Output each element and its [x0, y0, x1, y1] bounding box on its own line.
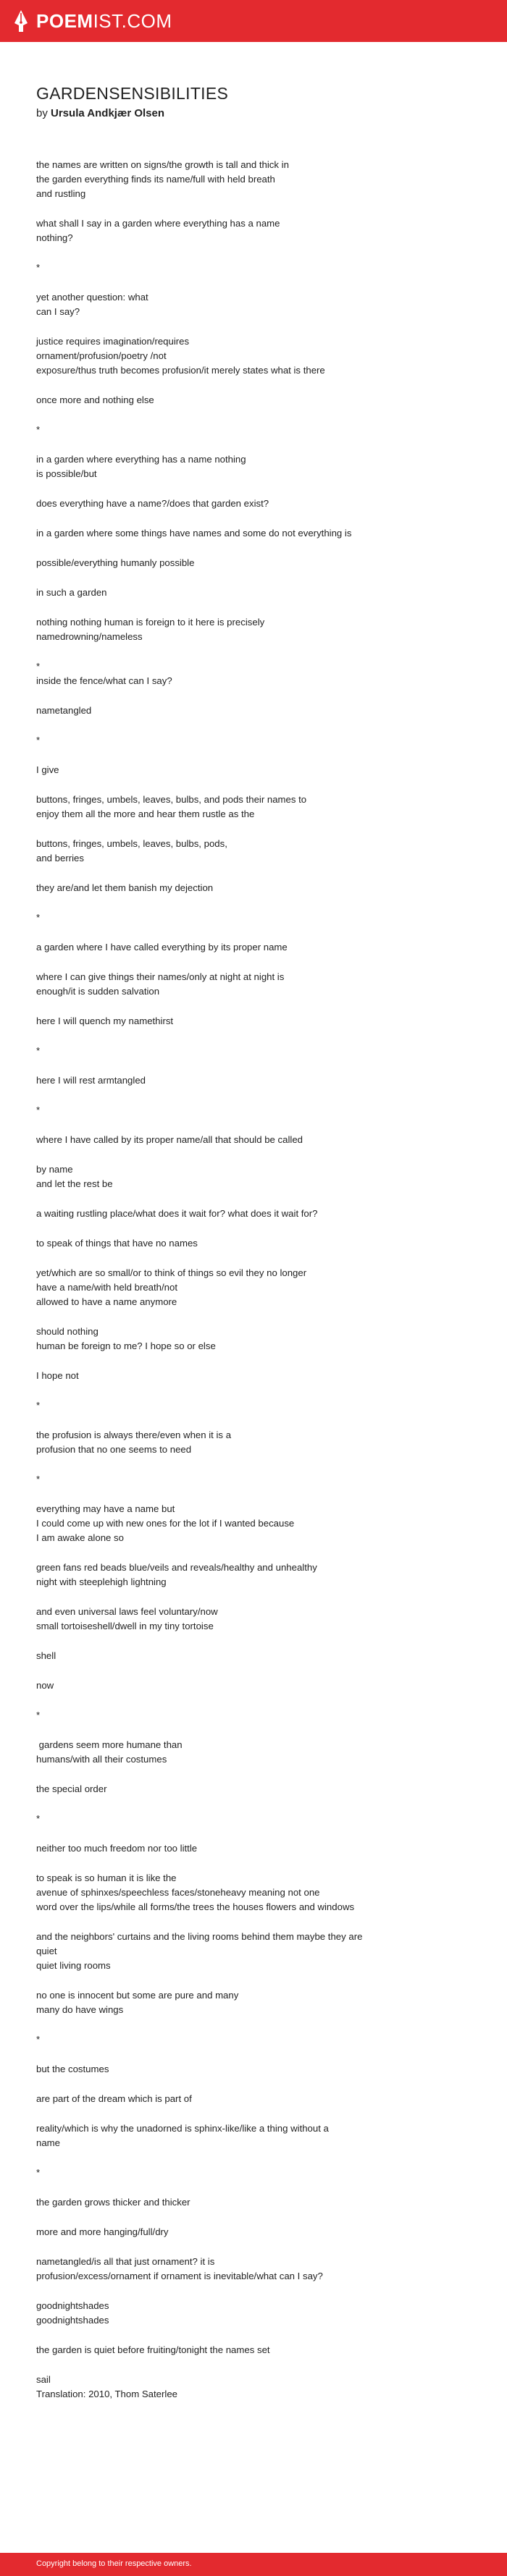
- poem-line: to speak is so human it is like the: [36, 1872, 177, 1883]
- poem-line: now: [36, 1680, 54, 1691]
- poem-line: name: [36, 2137, 60, 2148]
- poem-stanza: [36, 2373, 471, 2402]
- poem-stanza: [36, 556, 471, 570]
- poem-line: the garden everything finds its name/full with held breath: [36, 174, 275, 185]
- poem-stanza: [36, 793, 471, 822]
- poem-stanza: [36, 2343, 471, 2357]
- stanza-separator: *: [36, 1710, 41, 1720]
- poem-stanza: [36, 2032, 471, 2047]
- poem-stanza: [36, 1428, 471, 1457]
- poem-stanza: [36, 1133, 471, 1147]
- poem-stanza: [36, 423, 471, 437]
- poem-stanza: [36, 2092, 471, 2106]
- poem-line: the garden is quiet before fruiting/tonight the names set: [36, 2344, 270, 2355]
- poem-line: in a garden where some things have names and some do not everything is: [36, 528, 352, 539]
- poem-line: reality/which is why the unadorned is sphinx-like/like a thing without a: [36, 2123, 329, 2134]
- poem-line: where I have called by its proper name/all that should be called: [36, 1134, 303, 1145]
- poem-line: here I will quench my namethirst: [36, 1015, 174, 1026]
- author-link[interactable]: Ursula Andkjær Olsen: [51, 107, 165, 119]
- poem-stanza: [36, 2121, 471, 2150]
- poem-stanza: [36, 1014, 471, 1029]
- poem-stanza: [36, 1073, 471, 1088]
- poem-stanza: [36, 1649, 471, 1663]
- poem-line: they are/and let them banish my dejection: [36, 882, 214, 893]
- poem-stanza: [36, 261, 471, 275]
- poem-stanza: [36, 1236, 471, 1251]
- poem-line: buttons, fringes, umbels, leaves, bulbs, pods,: [36, 838, 227, 849]
- poem-line: I could come up with new ones for the lot if I wanted because: [36, 1518, 295, 1529]
- poem-line: is possible/but: [36, 468, 97, 479]
- poem-stanza: [36, 334, 471, 378]
- poem-body: [36, 158, 471, 2417]
- poem-line: no one is innocent but some are pure and many: [36, 1990, 239, 2001]
- poem-line: I give: [36, 764, 59, 775]
- byline-prefix: by: [36, 107, 48, 119]
- poem-line: where I can give things their names/only at night at night is: [36, 971, 285, 982]
- poem-line: allowed to have a name anymore: [36, 1296, 177, 1307]
- poem-line: possible/everything humanly possible: [36, 557, 195, 568]
- poem-stanza: [36, 216, 471, 245]
- poem-line: goodnightshades: [36, 2315, 109, 2326]
- stanza-separator: *: [36, 424, 41, 435]
- stanza-separator: *: [36, 735, 41, 746]
- poem-line: in such a garden: [36, 587, 107, 598]
- poem-line: avenue of sphinxes/speechless faces/stoneheavy meaning not one: [36, 1887, 320, 1898]
- poem-stanza: [36, 1207, 471, 1221]
- poem-line: and rustling: [36, 188, 86, 199]
- poem-stanza: [36, 1871, 471, 1914]
- poem-line: word over the lips/while all forms/the trees the houses flowers and windows: [36, 1901, 355, 1912]
- poem-stanza: [36, 1398, 471, 1413]
- poem-line: nothing?: [36, 232, 73, 243]
- poem-line: enough/it is sudden salvation: [36, 986, 160, 997]
- poem-line: the special order: [36, 1783, 107, 1794]
- stanza-separator: *: [36, 1105, 41, 1115]
- poem-line: nametangled: [36, 705, 92, 716]
- poem-line: everything may have a name but: [36, 1503, 175, 1514]
- poem-line: human be foreign to me? I hope so or else: [36, 1340, 216, 1351]
- poem-line: can I say?: [36, 306, 80, 317]
- poem-stanza: [36, 615, 471, 644]
- poem-stanza: [36, 2225, 471, 2239]
- poem-stanza: [36, 158, 471, 201]
- poem-stanza: [36, 2062, 471, 2077]
- poem-stanza: [36, 970, 471, 999]
- poem-line: in a garden where everything has a name nothing: [36, 454, 246, 465]
- poem-stanza: [36, 1605, 471, 1634]
- poem-line: buttons, fringes, umbels, leaves, bulbs, and pods their names to: [36, 794, 307, 805]
- poem-stanza: [36, 704, 471, 718]
- poem-line: green fans red beads blue/veils and reveals/healthy and unhealthy: [36, 1562, 317, 1573]
- top-bar: [0, 0, 507, 42]
- poem-line: profusion/excess/ornament if ornament is inevitable/what can I say?: [36, 2271, 323, 2281]
- footer-bar: [0, 2553, 507, 2576]
- poem-line: justice requires imagination/requires: [36, 336, 190, 347]
- poem-stanza: [36, 526, 471, 541]
- poem-line: nothing nothing human is foreign to it here is precisely: [36, 617, 265, 628]
- poem-stanza: [36, 2299, 471, 2328]
- stanza-separator: *: [36, 1474, 41, 1485]
- poem-line: I hope not: [36, 1370, 79, 1381]
- poem-stanza: [36, 1472, 471, 1487]
- poem-stanza: [36, 940, 471, 955]
- poem-stanza: [36, 1325, 471, 1354]
- poem-line: quiet: [36, 1946, 57, 1956]
- poem-line: and the neighbors' curtains and the living rooms behind them maybe they are: [36, 1931, 363, 1942]
- stanza-separator: *: [36, 1045, 41, 1056]
- poem-stanza: [36, 1930, 471, 1973]
- poem-stanza: [36, 452, 471, 481]
- poem-stanza: [36, 1044, 471, 1058]
- poem-stanza: [36, 911, 471, 925]
- poem-line: by name: [36, 1164, 73, 1175]
- poem-stanza: [36, 837, 471, 866]
- poem-line: inside the fence/what can I say?: [36, 675, 172, 686]
- poem-title: GARDENSENSIBILITIES: [36, 84, 229, 103]
- poem-line: gardens seem more humane than: [36, 1739, 183, 1750]
- poem-line: goodnightshades: [36, 2300, 109, 2311]
- site-logo[interactable]: [13, 9, 172, 33]
- poem-stanza: [36, 2166, 471, 2180]
- poem-line: neither too much freedom nor too little: [36, 1843, 198, 1854]
- poem-line: a garden where I have called everything by its proper name: [36, 942, 288, 953]
- poem-line: should nothing: [36, 1326, 99, 1337]
- poem-line: the names are written on signs/the growth is tall and thick in: [36, 159, 289, 170]
- stanza-separator: *: [36, 912, 41, 923]
- poem-stanza: [36, 1369, 471, 1383]
- stanza-separator: *: [36, 262, 41, 273]
- poem-stanza: [36, 1708, 471, 1723]
- stanza-separator: *: [36, 2034, 41, 2045]
- poem-line: small tortoiseshell/dwell in my tiny tortoise: [36, 1621, 214, 1631]
- poem-stanza: [36, 393, 471, 407]
- poem-line: Translation: 2010, Thom Saterlee: [36, 2389, 177, 2399]
- poem-line: here I will rest armtangled: [36, 1075, 146, 1086]
- poem-line: humans/with all their costumes: [36, 1754, 167, 1765]
- poem-line: sail: [36, 2374, 51, 2385]
- site-logo-text: POEMIST.COM: [36, 10, 172, 32]
- poem-byline: [36, 107, 164, 119]
- poem-line: a waiting rustling place/what does it wait for? what does it wait for?: [36, 1208, 318, 1219]
- poem-line: and let the rest be: [36, 1178, 113, 1189]
- stanza-separator: *: [36, 1400, 41, 1411]
- poem-line: I am awake alone so: [36, 1532, 124, 1543]
- poem-line: night with steeplehigh lightning: [36, 1576, 167, 1587]
- poem-line: to speak of things that have no names: [36, 1238, 198, 1249]
- poem-stanza: [36, 733, 471, 748]
- poem-line: nametangled/is all that just ornament? it is: [36, 2256, 215, 2267]
- poem-line: once more and nothing else: [36, 394, 154, 405]
- poem-stanza: [36, 586, 471, 600]
- poem-line: yet another question: what: [36, 292, 148, 303]
- poem-line: and even universal laws feel voluntary/now: [36, 1606, 218, 1617]
- poem-stanza: [36, 1988, 471, 2017]
- poem-line: what shall I say in a garden where everything has a name: [36, 218, 280, 229]
- stanza-separator: *: [36, 661, 41, 672]
- poem-stanza: [36, 1162, 471, 1191]
- poem-stanza: [36, 1502, 471, 1545]
- poem-line: ornament/profusion/poetry /not: [36, 350, 167, 361]
- poem-line: exposure/thus truth becomes profusion/it merely states what is there: [36, 365, 325, 376]
- stanza-separator: *: [36, 2167, 41, 2178]
- poem-stanza: [36, 1841, 471, 1856]
- poem-line: quiet living rooms: [36, 1960, 111, 1971]
- poem-line: profusion that no one seems to need: [36, 1444, 192, 1455]
- poem-line: enjoy them all the more and hear them rustle as the: [36, 808, 255, 819]
- fountain-pen-nib-icon: [13, 9, 29, 33]
- poem-stanza: [36, 659, 471, 688]
- poem-line: many do have wings: [36, 2004, 124, 2015]
- poem-stanza: [36, 1738, 471, 1767]
- poem-stanza: [36, 763, 471, 777]
- poem-stanza: [36, 1103, 471, 1118]
- poem-line: have a name/with held breath/not: [36, 1282, 178, 1293]
- poem-stanza: [36, 1678, 471, 1693]
- poem-line: more and more hanging/full/dry: [36, 2226, 169, 2237]
- poem-line: and berries: [36, 853, 84, 863]
- poem-stanza: [36, 2195, 471, 2210]
- poem-stanza: [36, 1266, 471, 1309]
- poem-line: shell: [36, 1650, 56, 1661]
- poem-stanza: [36, 1782, 471, 1796]
- stanza-separator: *: [36, 1813, 41, 1824]
- poem-line: the garden grows thicker and thicker: [36, 2197, 190, 2208]
- poem-stanza: [36, 1812, 471, 1826]
- poem-line: are part of the dream which is part of: [36, 2093, 192, 2104]
- poem-stanza: [36, 290, 471, 319]
- poem-line: the profusion is always there/even when it is a: [36, 1430, 232, 1440]
- footer-copyright: Copyright belong to their respective owners.: [36, 2559, 192, 2568]
- poem-stanza: [36, 497, 471, 511]
- poem-stanza: [36, 2255, 471, 2284]
- poem-stanza: [36, 1561, 471, 1589]
- poem-line: but the costumes: [36, 2064, 109, 2074]
- poem-stanza: [36, 881, 471, 895]
- poem-line: namedrowning/nameless: [36, 631, 143, 642]
- poem-line: yet/which are so small/or to think of things so evil they no longer: [36, 1267, 307, 1278]
- poem-line: does everything have a name?/does that garden exist?: [36, 498, 269, 509]
